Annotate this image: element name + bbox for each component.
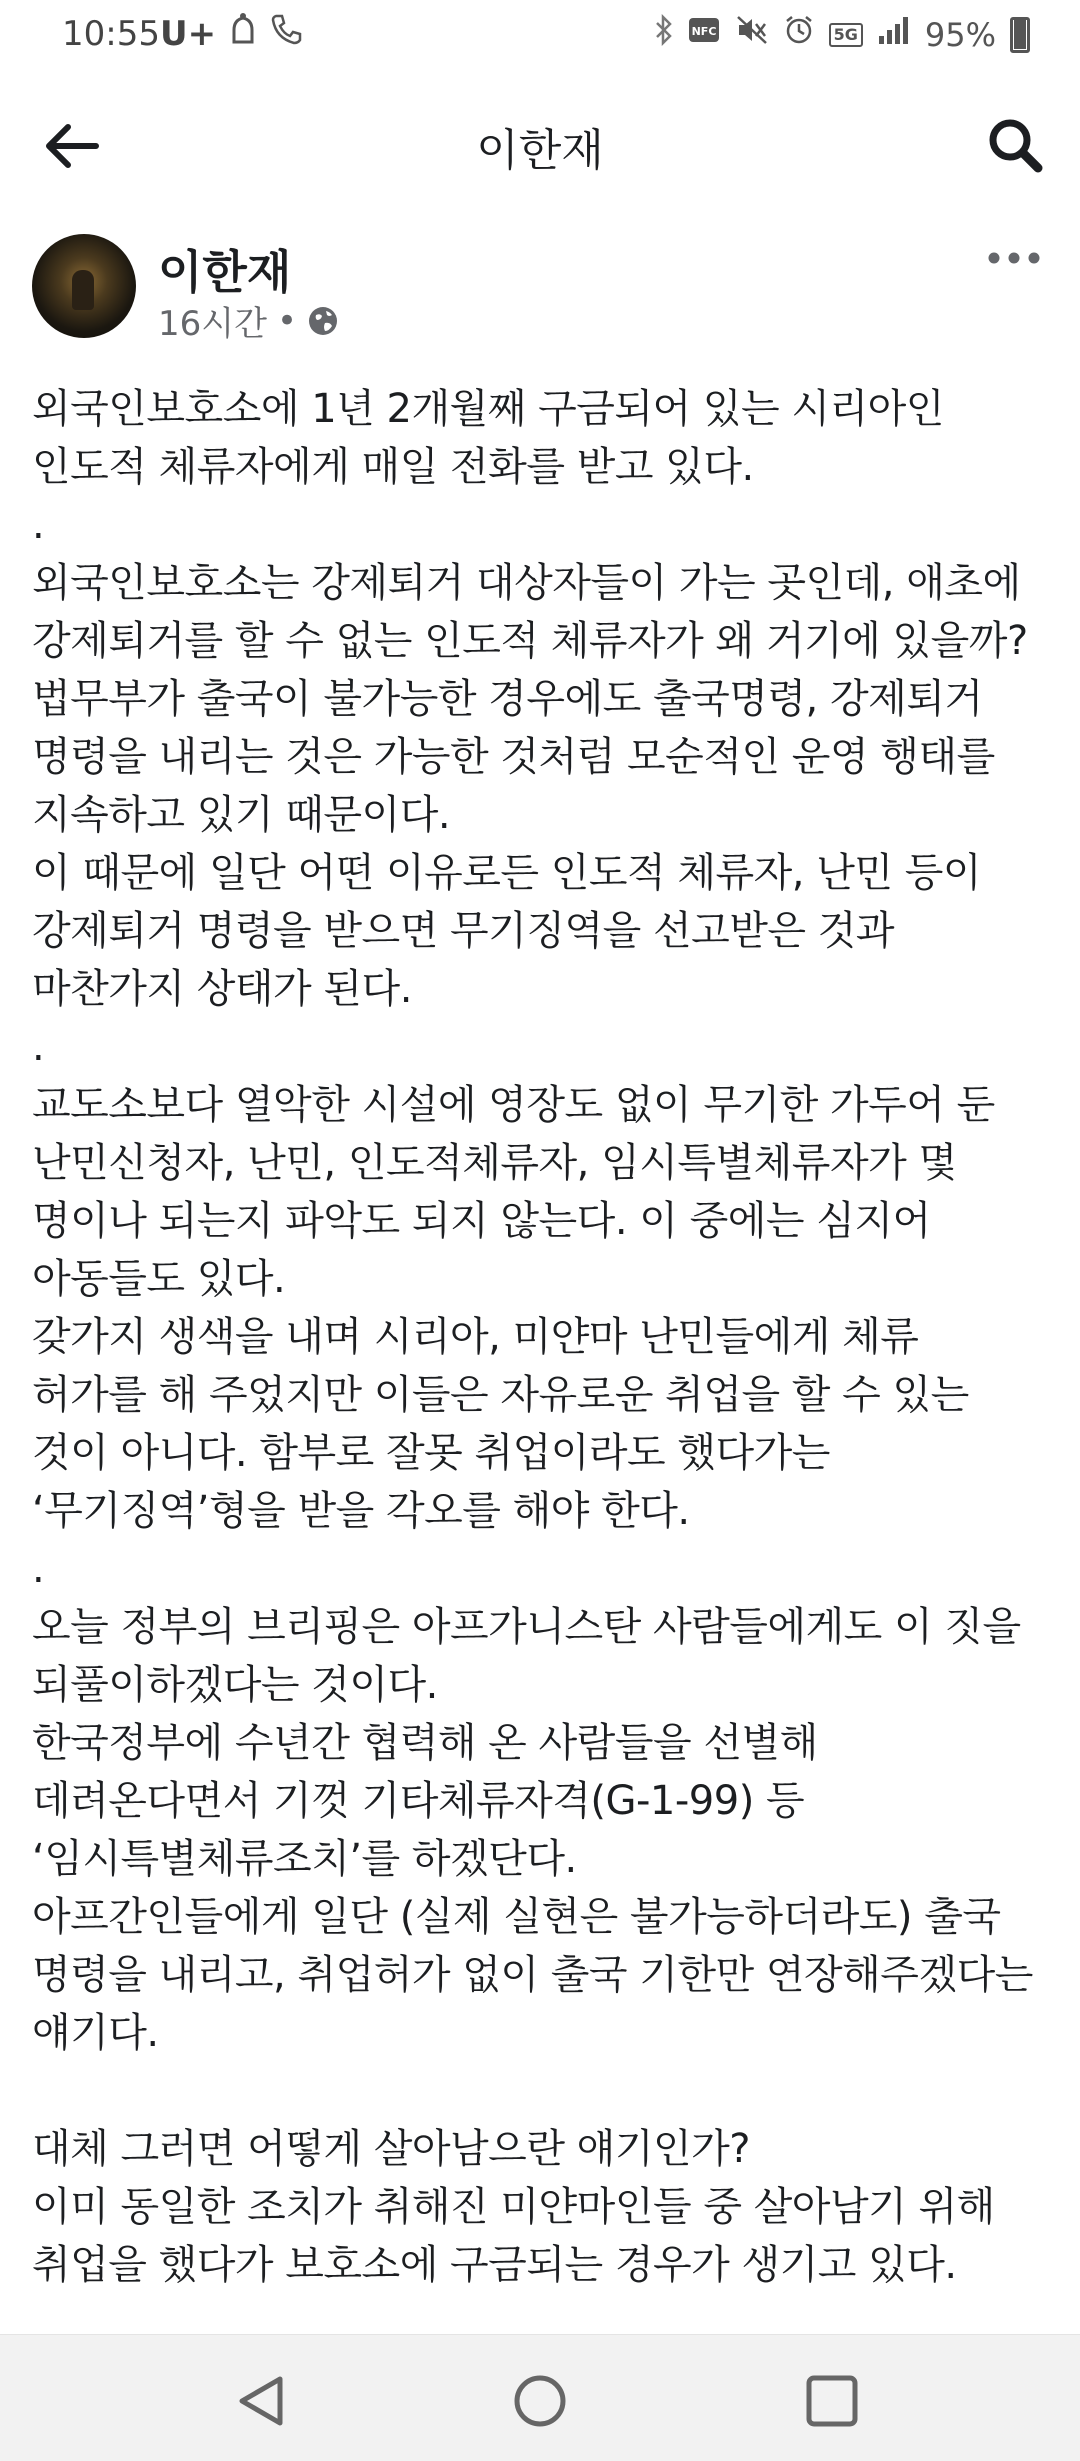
- nav-recents-button[interactable]: [792, 2361, 872, 2441]
- post-text-line: 허가를 해 주었지만 이들은 자유로운 취업을 할 수 있는: [32, 1372, 969, 1418]
- post-text-line: 명령을 내리고, 취업허가 없이 출국 기한만 연장해주겠다는: [32, 1952, 1033, 1998]
- battery-percent: 95%: [924, 15, 996, 54]
- post-time[interactable]: 16시간: [158, 304, 267, 344]
- post-text-line: 난민신청자, 난민, 인도적체류자, 임시특별체류자가 몇: [32, 1140, 957, 1186]
- nfc-icon: [687, 15, 721, 54]
- app-bar: [0, 96, 1080, 196]
- nav-home-button[interactable]: [500, 2361, 580, 2441]
- post-text-line: 인도적 체류자에게 매일 전화를 받고 있다.: [32, 444, 754, 490]
- notification-app-icon: [228, 12, 258, 55]
- post-header: [0, 228, 1080, 348]
- globe-icon[interactable]: [307, 305, 339, 337]
- recents-square-icon: [792, 2361, 872, 2441]
- post-text-line: 오늘 정부의 브리핑은 아프가니스탄 사람들에게도 이 짓을: [32, 1604, 1021, 1650]
- search-button[interactable]: [980, 110, 1052, 182]
- back-triangle-icon: [222, 2361, 302, 2441]
- post-text-line: 되풀이하겠다는 것이다.: [32, 1662, 438, 1708]
- post-text-line: 외국인보호소는 강제퇴거 대상자들이 가는 곳인데, 애초에: [32, 560, 1021, 606]
- system-nav-bar: [0, 2334, 1080, 2461]
- post-text-line: ‘무기징역’형을 받을 각오를 해야 한다.: [32, 1488, 690, 1534]
- nav-back-button[interactable]: [222, 2361, 302, 2441]
- mute-icon: [735, 14, 769, 55]
- post-text-line: 강제퇴거를 할 수 없는 인도적 체류자가 왜 거기에 있을까?: [32, 618, 1028, 664]
- carrier-label: U+: [160, 13, 217, 54]
- home-circle-icon: [500, 2361, 580, 2441]
- post-text-line: 대체 그러면 어떻게 살아남으란 얘기인가?: [32, 2126, 750, 2172]
- search-icon: [980, 110, 1052, 182]
- post-meta: [158, 296, 339, 345]
- post-text-line: 이 때문에 일단 어떤 이유로든 인도적 체류자, 난민 등이: [32, 850, 982, 896]
- post-text-line: ‘임시특별체류조치’를 하겠단다.: [32, 1836, 577, 1882]
- page-title: 이한재: [476, 125, 604, 176]
- post-body: [32, 380, 1052, 2294]
- post-text-line: [32, 2062, 1052, 2120]
- post-text-line: .: [32, 502, 45, 548]
- battery-fill: [1014, 20, 1026, 49]
- post-text-line: 얘기다.: [32, 2010, 159, 2056]
- status-time: 10:55: [62, 14, 160, 54]
- post-text-line: 것이 아니다. 함부로 잘못 취업이라도 했다가는: [32, 1430, 830, 1476]
- status-left-icons: [160, 12, 304, 55]
- more-dots-icon: [984, 238, 1044, 278]
- post-text-line: 데려온다면서 기껏 기타체류자격(G-1-99) 등: [32, 1778, 805, 1824]
- post-text-line: 명이나 되는지 파악도 되지 않는다. 이 중에는 심지어: [32, 1198, 931, 1244]
- post-text-line: 취업을 했다가 보호소에 구금되는 경우가 생기고 있다.: [32, 2242, 957, 2288]
- battery-icon: [1010, 17, 1030, 53]
- call-app-icon: [270, 12, 304, 55]
- svg-text:NFC: NFC: [691, 25, 717, 38]
- status-right-icons: [655, 14, 1030, 55]
- post-text-line: 교도소보다 열악한 시설에 영장도 없이 무기한 가두어 둔: [32, 1082, 995, 1128]
- post-text-line: 지속하고 있기 때문이다.: [32, 792, 451, 838]
- bluetooth-icon: [655, 14, 673, 55]
- post-text-line: 마찬가지 상태가 된다.: [32, 966, 412, 1012]
- post-text-line: 법무부가 출국이 불가능한 경우에도 출국명령, 강제퇴거: [32, 676, 983, 722]
- avatar[interactable]: [32, 234, 136, 338]
- signal-icon: [877, 14, 911, 55]
- post-text-line: 이미 동일한 조치가 취해진 미얀마인들 중 살아남기 위해: [32, 2184, 995, 2230]
- post-text-line: 명령을 내리는 것은 가능한 것처럼 모순적인 운영 행태를: [32, 734, 995, 780]
- post-text-line: .: [32, 1024, 45, 1070]
- author-name[interactable]: 이한재: [158, 245, 292, 299]
- post-text-line: 갖가지 생색을 내며 시리아, 미얀마 난민들에게 체류: [32, 1314, 919, 1360]
- post-text-line: 강제퇴거 명령을 받으면 무기징역을 선고받은 것과: [32, 908, 895, 954]
- post-text-line: 아프간인들에게 일단 (실제 실현은 불가능하더라도) 출국: [32, 1894, 1001, 1940]
- status-bar: [0, 0, 1080, 76]
- post-text-line: 아동들도 있다.: [32, 1256, 286, 1302]
- alarm-icon: [783, 14, 815, 55]
- network-type: 5G: [829, 23, 863, 47]
- meta-separator: •: [276, 300, 298, 341]
- post-text-line: 외국인보호소에 1년 2개월째 구금되어 있는 시리아인: [32, 386, 944, 432]
- more-options-button[interactable]: [984, 238, 1044, 278]
- post-text-line: 한국정부에 수년간 협력해 온 사람들을 선별해: [32, 1720, 818, 1766]
- post-text-line: .: [32, 1546, 45, 1592]
